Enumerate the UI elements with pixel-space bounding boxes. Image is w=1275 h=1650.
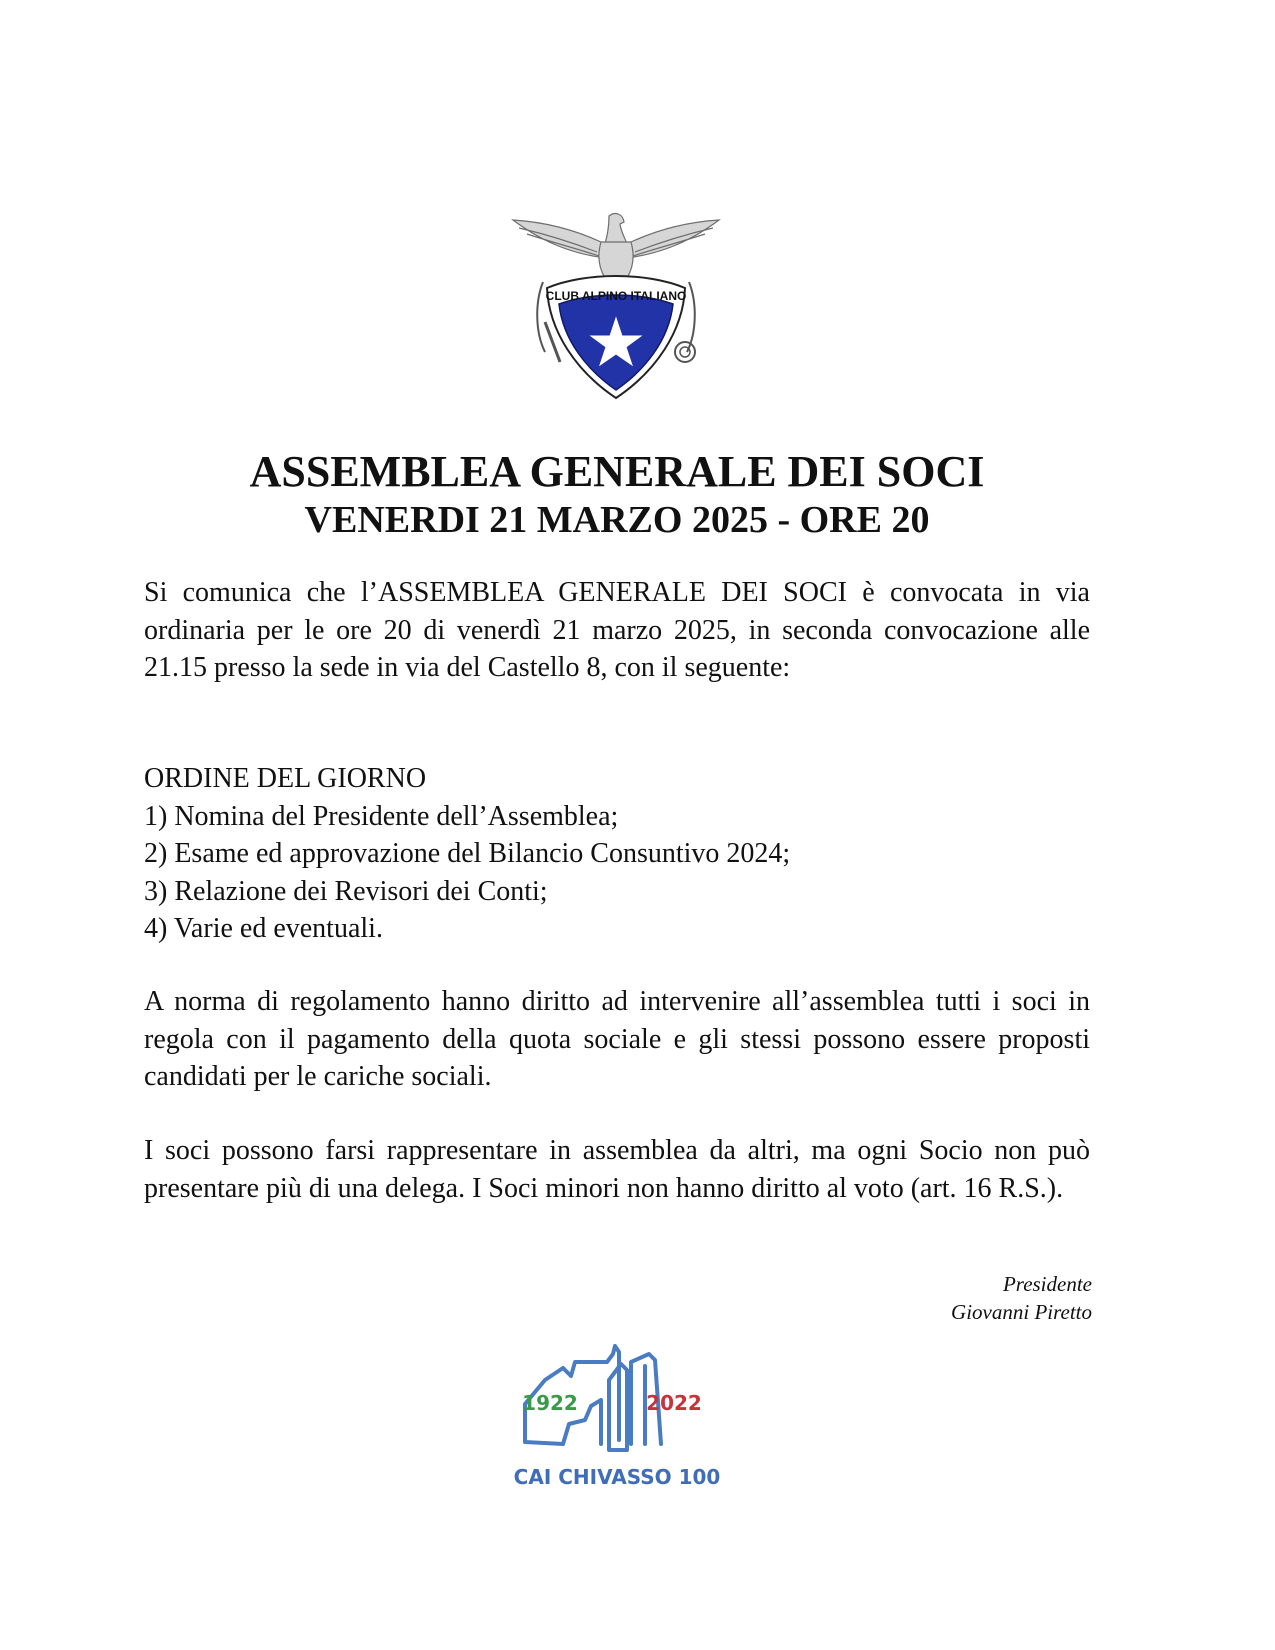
agenda-item: 3) Relazione dei Revisori dei Conti; — [144, 875, 548, 907]
centenary-year-end: 2022 — [646, 1391, 702, 1415]
agenda-item: 1) Nomina del Presidente dell’Assemblea; — [144, 800, 619, 832]
centenary-name: CAI CHIVASSO 100 — [513, 1465, 721, 1489]
centenary-year-start: 1922 — [522, 1391, 578, 1415]
page-title: ASSEMBLEA GENERALE DEI SOCI — [249, 447, 985, 496]
club-alpino-italiano-emblem-icon — [505, 212, 727, 406]
agenda-item: 2) Esame ed approvazione del Bilancio Consuntivo 2024; — [144, 838, 791, 869]
agenda-item: 4) Varie ed eventuali. — [144, 913, 383, 944]
agenda — [144, 760, 1090, 948]
event-date-time: VENERDI 21 MARZO 2025 - ORE 20 — [304, 499, 930, 541]
signature-block — [951, 1270, 1092, 1326]
signature-name: Giovanni Piretto — [951, 1300, 1092, 1324]
signature-role: Presidente — [1002, 1272, 1092, 1296]
svg-text:CLUB ALPINO ITALIANO: CLUB ALPINO ITALIANO — [545, 289, 687, 303]
eligibility-paragraph: A norma di regolamento hanno diritto ad intervenire all’assemblea tutti i soci in regola con il pagamento della quota sociale e gli stessi possono essere proposti candidati per le cariche sociali. — [144, 986, 1090, 1092]
intro-text: Si comunica che l’ASSEMBLEA GENERALE DEI SOCI è convocata in via ordinaria per le ore 20 di venerdì 21 marzo 2025, in seconda convocazione alle 21.15 presso la sede in via del Castello 8, con il seguente: — [144, 577, 1090, 683]
proxy-paragraph: I soci possono farsi rappresentare in assemblea da altri, ma ogni Socio non può presentare più di una delega. I Soci minori non hanno diritto al voto (art. 16 R.S.). — [144, 1135, 1090, 1204]
cai-chivasso-centenary-logo-icon — [505, 1340, 730, 1490]
agenda-heading: ORDINE DEL GIORNO — [144, 763, 427, 794]
intro-paragraph — [144, 574, 1090, 687]
